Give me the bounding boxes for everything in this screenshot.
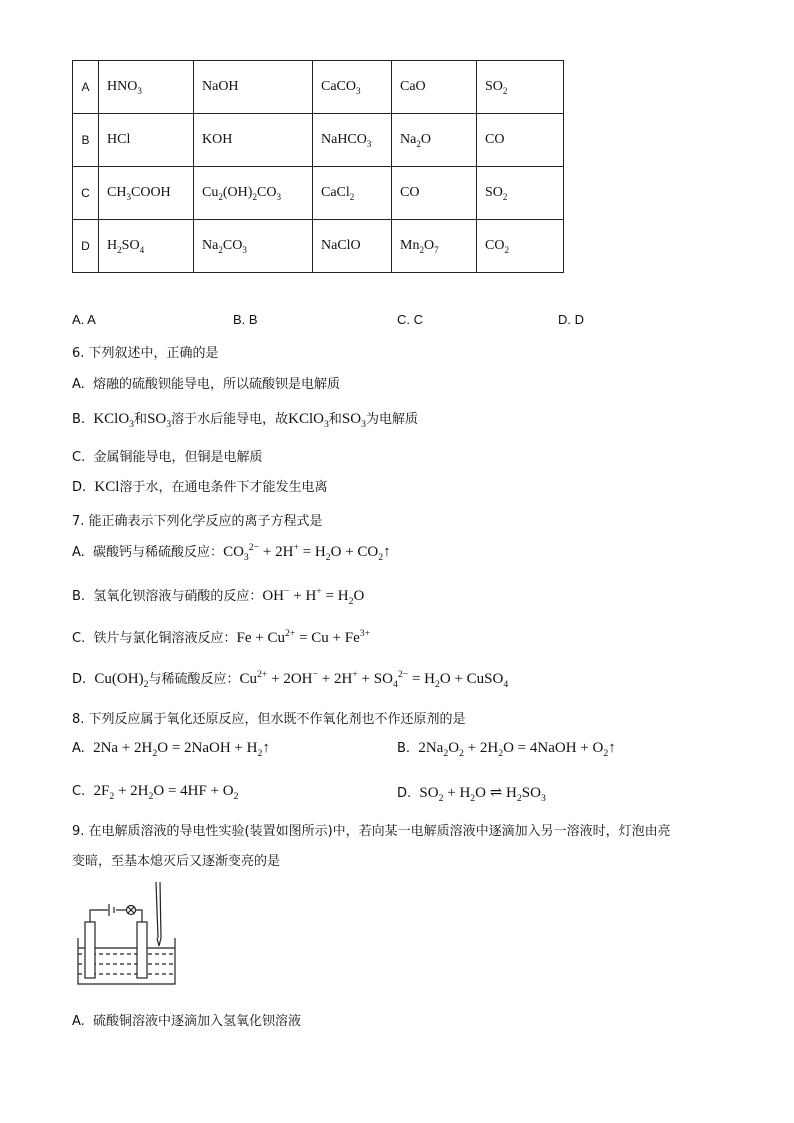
- q8-option-a[interactable]: A. $2Na + 2H_2O$ = 2NaOH + $H_2↑$: [72, 740, 270, 759]
- table-cell: CO: [477, 114, 564, 167]
- table-cell: HCl: [99, 114, 194, 167]
- table-row: [73, 61, 564, 114]
- q8-option-b[interactable]: B. $2Na_2O_2 + 2H_2O$ = 4NaOH + $O_2↑$: [397, 740, 616, 759]
- table-cell: $HNO_3$: [99, 61, 194, 114]
- q7-option-d[interactable]: D. $Cu(OH)_2$与稀硫酸反应：$Cu^{2+} + 2OH^- + 2H^+ + SO_4^{2-} = H_2O$ + CuSO$_4$: [72, 669, 509, 690]
- row-label: B: [73, 114, 99, 167]
- table-cell: $Na_2CO_3$: [194, 220, 313, 273]
- q7-stem: 7. 能正确表示下列化学反应的离子方程式是: [72, 514, 323, 529]
- table-cell: $CO_2$: [477, 220, 564, 273]
- q6-option-a[interactable]: A. 熔融的硫酸钡能导电，所以硫酸钡是电解质: [72, 377, 341, 392]
- table-cell: $SO_2$: [477, 167, 564, 220]
- q9-option-a[interactable]: A. 硫酸铜溶液中逐滴加入氢氧化钡溶液: [72, 1014, 302, 1029]
- table-cell: $Mn_2O_7$: [392, 220, 477, 273]
- q5-option-d[interactable]: D. D: [558, 312, 584, 327]
- q9-stem-line1: 9. 在电解质溶液的导电性实验(装置如图所示)中，若向某一电解质溶液中逐滴加入另一溶液时，灯泡由亮: [72, 824, 671, 839]
- row-label: C: [73, 167, 99, 220]
- row-label: A: [73, 61, 99, 114]
- q6-option-d[interactable]: D. KCl溶于水，在通电条件下才能发生电离: [72, 479, 328, 495]
- table-cell: CO: [392, 167, 477, 220]
- q7-option-c[interactable]: C. 铁片与氯化铜溶液反应：$Fe + Cu^{2+} = Cu + Fe^{3+}$: [72, 628, 371, 646]
- table-cell: NaHCO$_3$: [313, 114, 392, 167]
- table-row: [73, 114, 564, 167]
- q6-stem: 6. 下列叙述中，正确的是: [72, 346, 219, 361]
- q7-option-a[interactable]: A. 碳酸钙与稀硫酸反应：$CO_3^{2-} + 2H^+ = H_2O$ + $CO_2↑$: [72, 542, 391, 563]
- conductivity-apparatus-figure: [72, 880, 182, 990]
- table-cell: $SO_2$: [477, 61, 564, 114]
- table-cell: $Cu_2(OH)_2CO_3$: [194, 167, 313, 220]
- q5-option-c[interactable]: C. C: [397, 312, 423, 327]
- table-cell: $Na_2O$: [392, 114, 477, 167]
- table-cell: $CH_3COOH$: [99, 167, 194, 220]
- table-cell: CaCO$_3$: [313, 61, 392, 114]
- table-cell: NaClO: [313, 220, 392, 273]
- row-label: D: [73, 220, 99, 273]
- table-row: [73, 167, 564, 220]
- table-cell: CaCl$_2$: [313, 167, 392, 220]
- table-cell: NaOH: [194, 61, 313, 114]
- q8-option-d[interactable]: D. $SO_2 + H_2O$ ⇌ $H_2SO_3$: [397, 785, 546, 804]
- substance-classification-table: [72, 60, 564, 273]
- table-row: [73, 220, 564, 273]
- q7-option-b[interactable]: B. 氢氧化钡溶液与硝酸的反应：$OH^- + H^+ = H_2O$: [72, 586, 365, 607]
- q6-option-b[interactable]: B. KClO$_3$和$SO_3$溶于水后能导电，故KClO$_3$和$SO_3$为电解质: [72, 411, 418, 430]
- q5-option-a[interactable]: A. A: [72, 312, 96, 327]
- q8-option-c[interactable]: C. $2F_2 + 2H_2O = 4HF + O_2$: [72, 783, 239, 802]
- q9-stem-line2: 变暗，至基本熄灭后又逐渐变亮的是: [72, 854, 281, 869]
- q5-option-b[interactable]: B. B: [233, 312, 258, 327]
- q6-option-c[interactable]: C. 金属铜能导电，但铜是电解质: [72, 450, 263, 465]
- table-cell: $H_2SO_4$: [99, 220, 194, 273]
- table-cell: CaO: [392, 61, 477, 114]
- table-cell: KOH: [194, 114, 313, 167]
- q8-stem: 8. 下列反应属于氧化还原反应，但水既不作氧化剂也不作还原剂的是: [72, 712, 466, 727]
